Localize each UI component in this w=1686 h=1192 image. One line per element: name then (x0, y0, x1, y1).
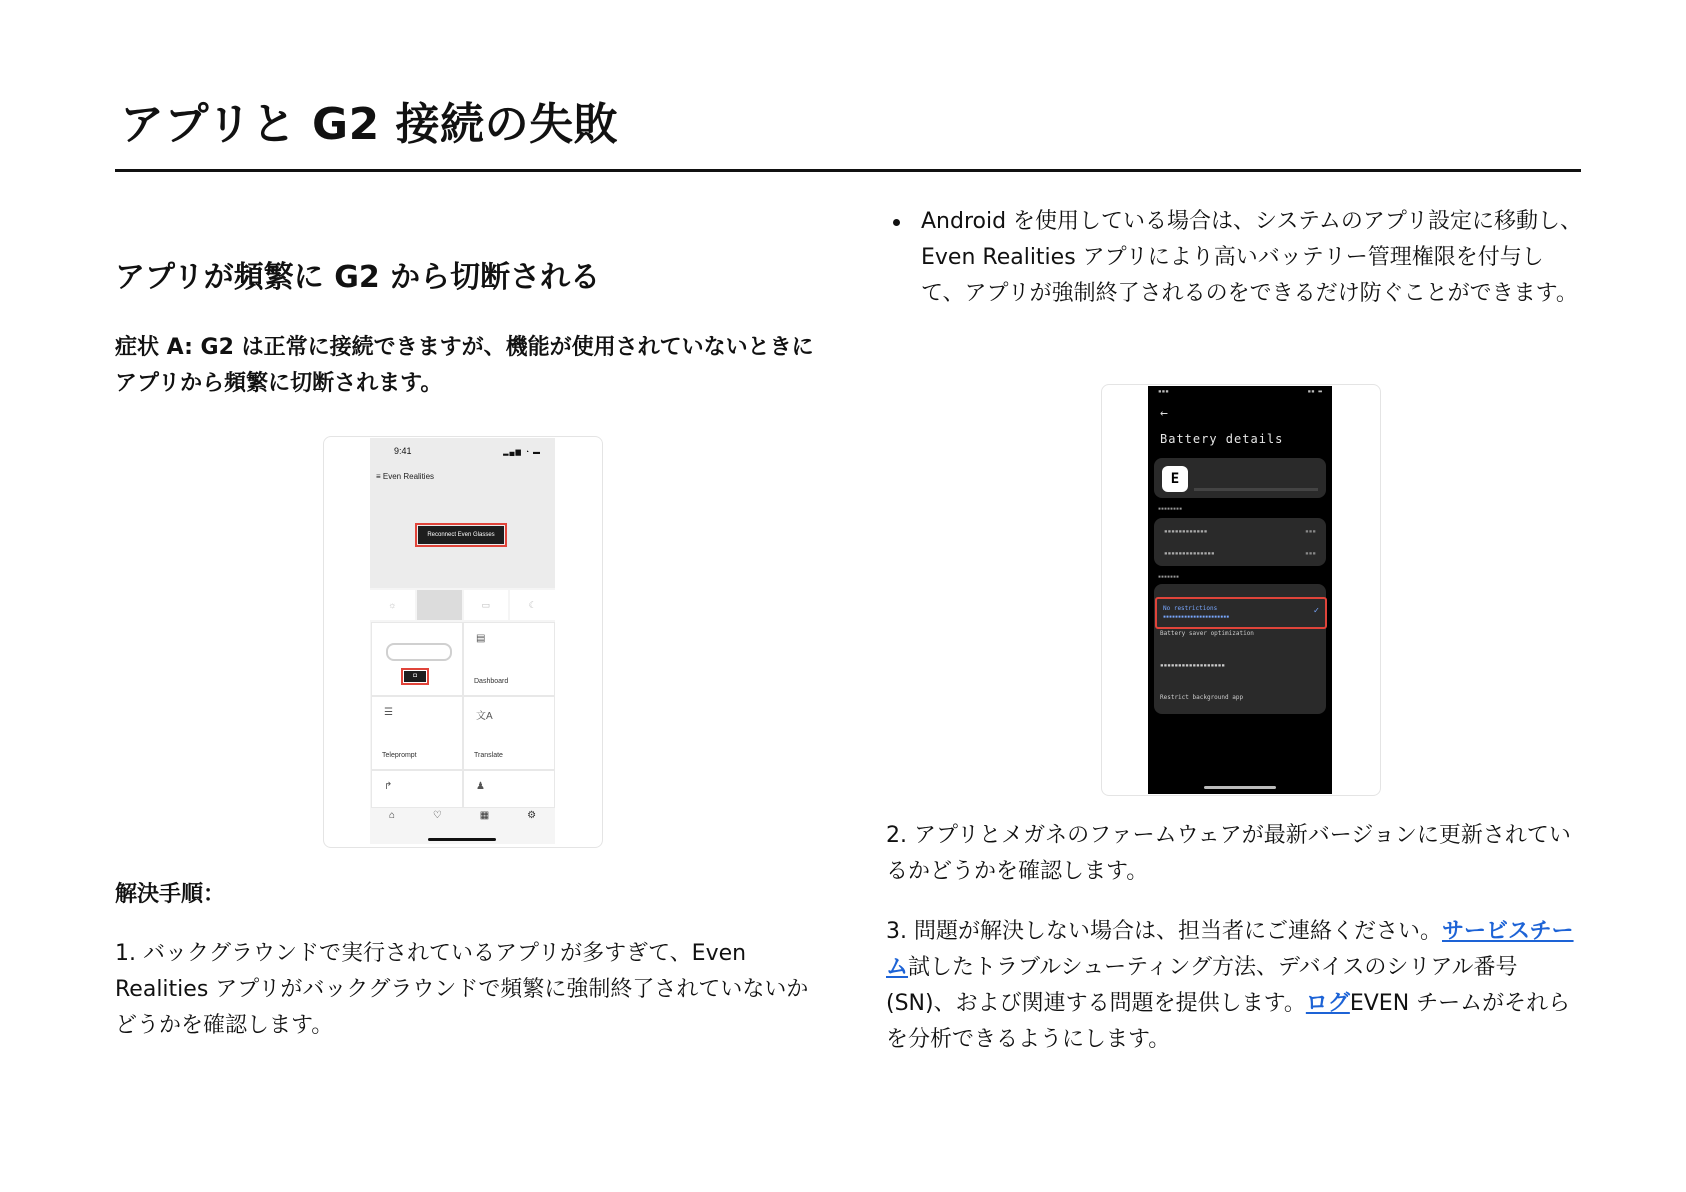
battery-details-title: Battery details (1160, 432, 1284, 446)
step-3-prefix: 3. 問題が解決しない場合は、担当者にご連絡ください。 (886, 919, 1442, 944)
app-info-panel (1154, 458, 1326, 498)
back-arrow-icon[interactable]: ← (1160, 406, 1168, 421)
home-indicator (1204, 786, 1276, 789)
app-tab-row (370, 590, 555, 620)
status-bar-right: ▪▪ ▬ (1307, 388, 1322, 395)
status-bar-left: ▪▪▪ (1158, 388, 1169, 395)
usage-value: ▪▪▪ (1305, 550, 1316, 557)
service-team-link[interactable]: サービスチーム (886, 919, 1574, 980)
home-icon[interactable]: ⌂ (388, 810, 395, 821)
step-1-text: 1. バックグラウンドで実行されているアプリが多すぎて、Even Realities アプリがバックグラウンドで頻繁に強制終了されていないかどうかを確認します。 (115, 941, 809, 1038)
step-2-text: 2. アプリとメガネのファームウェアが最新バージョンに更新されているかどうかを確認します。 (886, 823, 1571, 884)
battery-phone-screen (1148, 386, 1332, 794)
heart-icon[interactable]: ♡ (432, 810, 442, 821)
teleprompt-icon: ☰ (384, 707, 393, 718)
usage-row: ▪▪▪▪▪▪▪▪▪▪▪▪ (1164, 528, 1208, 535)
app-screenshot (323, 436, 603, 848)
symptom-text: 症状 A: G2 は正常に接続できますが、機能が使用されていないときにアプリから頻繁に切断されます。 (115, 335, 814, 396)
usage-row: ▪▪▪▪▪▪▪▪▪▪▪▪▪▪ (1164, 550, 1215, 557)
even-app-logo-icon: E (1162, 466, 1188, 492)
tab-icon-selected[interactable] (417, 590, 462, 620)
restricted-option[interactable]: ▪▪▪▪▪▪▪▪▪▪▪▪▪▪▪▪▪▪ (1160, 662, 1226, 669)
battery-screenshot (1101, 384, 1381, 796)
bullet-dot (893, 219, 900, 226)
app-name: ≡ Even Realities (376, 472, 435, 481)
solution-heading: 解決手順： (115, 882, 226, 907)
android-bullet (893, 204, 1583, 312)
step-3-suffix: EVEN チームがそれらを分析できるようにします。 (886, 991, 1571, 1052)
status-time: 9:41 (394, 446, 412, 456)
settings-icon[interactable]: ⚙ (527, 810, 537, 821)
tab-icon[interactable]: ☾ (510, 590, 555, 620)
optimized-option[interactable]: Battery saver optimization (1160, 630, 1254, 637)
restrict-background-link[interactable]: Restrict background app (1160, 694, 1244, 701)
check-icon: ✓ (1313, 606, 1319, 616)
title-divider (115, 169, 1581, 172)
log-link[interactable]: ログ (1305, 991, 1350, 1016)
navigate-icon: ↱ (384, 781, 393, 792)
no-restrictions-option[interactable] (1155, 597, 1327, 629)
usage-value: ▪▪▪ (1305, 528, 1316, 535)
section-heading: アプリが頻繁に G2 から切断される (115, 260, 601, 295)
option-selected-desc: ▪▪▪▪▪▪▪▪▪▪▪▪▪▪▪▪▪▪▪▪▪▪ (1163, 614, 1230, 620)
app-phone-screen (370, 438, 555, 844)
section-label: ▪▪▪▪▪▪▪▪ (1158, 506, 1183, 512)
glasses-icon (386, 643, 452, 661)
battery-usage-bar (1194, 488, 1318, 491)
section-label: ▪▪▪▪▪▪▪ (1158, 574, 1180, 580)
grid-icon[interactable]: ▦ (479, 810, 490, 821)
bottom-nav (370, 810, 555, 828)
tab-icon[interactable]: ☼ (370, 590, 415, 620)
android-bullet-text: Android を使用している場合は、システムのアプリ設定に移動し、Even Realities アプリにより高いバッテリー管理権限を付与して、アプリが強制終了されるのをできるだけ防ぐことができます。 (921, 209, 1582, 306)
step-3-middle: 試したトラブルシューティング方法、デバイスのシリアル番号 (SN)、および関連する問題を提供します。 (886, 955, 1518, 1016)
teleprompt-label: Teleprompt (382, 752, 417, 759)
translate-card[interactable] (463, 696, 555, 770)
home-indicator (428, 838, 496, 841)
reconnect-button[interactable]: Reconnect Even Glasses (418, 526, 504, 544)
page-title: アプリと G2 接続の失敗 (120, 99, 619, 150)
dashboard-card[interactable] (463, 622, 555, 696)
usage-panel (1154, 518, 1326, 566)
option-selected-label: No restrictions (1163, 605, 1218, 612)
step-3-text (886, 914, 1586, 1058)
glasses-card[interactable] (371, 622, 463, 696)
dashboard-label: Dashboard (474, 678, 509, 685)
dashboard-icon: ▤ (476, 633, 486, 644)
tab-icon[interactable]: ▭ (464, 590, 509, 620)
app-logo-icon: ≡ (376, 472, 383, 481)
status-icons: ▂▄▆ ◔ ▬ (503, 449, 541, 456)
teleprompt-card[interactable] (371, 696, 463, 770)
glasses-highlight-button[interactable]: ◘ (404, 671, 426, 682)
contacts-card[interactable] (463, 770, 555, 808)
translate-icon: 文A (476, 711, 493, 722)
app-hero-area (370, 438, 555, 588)
navigate-card[interactable] (371, 770, 463, 808)
people-icon: ♟ (476, 781, 485, 792)
translate-label: Translate (474, 752, 503, 759)
